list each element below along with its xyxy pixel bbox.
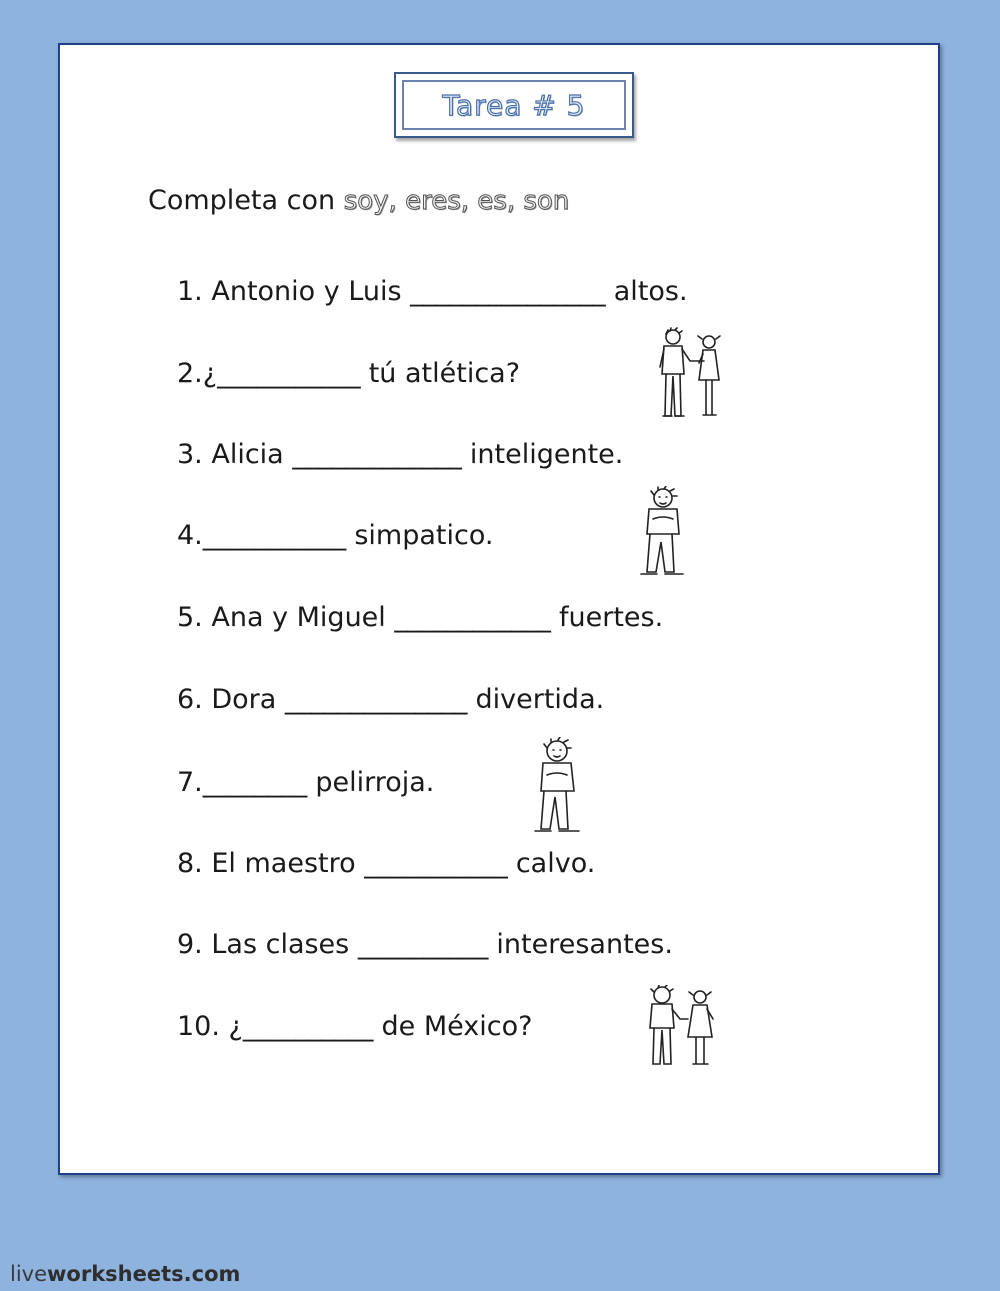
exercise-item-4	[177, 520, 493, 551]
item-before: Alicia	[211, 439, 284, 470]
item-before: Dora	[211, 684, 277, 715]
boy-icon	[635, 486, 695, 580]
item-number: 6.	[177, 684, 203, 715]
item-number: 10.	[177, 1011, 220, 1042]
item-number: 8.	[177, 848, 203, 879]
item-after: pelirroja.	[315, 767, 435, 798]
answer-blank[interactable]: _____________	[292, 439, 462, 470]
item-before: ¿	[228, 1011, 243, 1042]
exercise-item-5	[177, 602, 663, 633]
item-before: Antonio y Luis	[211, 276, 402, 307]
item-after: fuertes.	[558, 602, 664, 633]
item-before: Ana y Miguel	[211, 602, 386, 633]
item-after: tú atlética?	[368, 358, 521, 389]
boy-and-girl-icon	[655, 327, 729, 421]
exercise-item-2	[177, 358, 520, 389]
exercise-item-1	[177, 276, 688, 307]
instruction-prefix: Completa con	[148, 185, 336, 216]
boy-and-girl-icon	[642, 985, 726, 1069]
item-before: El maestro	[211, 848, 356, 879]
item-after: inteligente.	[469, 439, 624, 470]
exercise-item-3	[177, 439, 623, 470]
worksheet-page	[58, 43, 940, 1175]
exercise-item-10	[177, 1011, 532, 1042]
answer-blank[interactable]: ___________	[202, 520, 346, 551]
item-before: ¿	[202, 358, 218, 389]
item-after: simpatico.	[354, 520, 494, 551]
exercise-item-8	[177, 848, 595, 879]
item-after: divertida.	[475, 684, 605, 715]
answer-blank[interactable]: __________	[242, 1011, 373, 1042]
instruction	[148, 185, 569, 216]
exercise-item-7	[177, 767, 434, 798]
item-before: Las clases	[211, 929, 350, 960]
footer-brand[interactable]	[10, 1262, 240, 1286]
answer-blank[interactable]: _______________	[410, 276, 606, 307]
exercise-item-9	[177, 929, 673, 960]
answer-blank[interactable]: __________	[357, 929, 488, 960]
item-number: 4.	[177, 520, 203, 551]
boy-icon	[531, 737, 591, 837]
exercise-item-6	[177, 684, 604, 715]
item-number: 5.	[177, 602, 203, 633]
answer-blank[interactable]: ______________	[284, 684, 467, 715]
answer-blank[interactable]: ___________	[364, 848, 508, 879]
title-box	[394, 72, 634, 138]
brand-bold: worksheets.com	[47, 1262, 241, 1286]
answer-blank[interactable]: ___________	[217, 358, 361, 389]
item-number: 9.	[177, 929, 203, 960]
page-title: Tarea # 5	[442, 88, 586, 122]
item-after: altos.	[613, 276, 688, 307]
item-number: 3.	[177, 439, 203, 470]
answer-blank[interactable]: ________	[202, 767, 307, 798]
item-after: calvo.	[515, 848, 596, 879]
item-number: 1.	[177, 276, 203, 307]
item-after: interesantes.	[496, 929, 673, 960]
item-number: 7.	[177, 767, 203, 798]
item-after: de México?	[381, 1011, 533, 1042]
item-number: 2.	[177, 358, 203, 389]
instruction-words: soy, eres, es, son	[343, 186, 570, 216]
brand-light: live	[10, 1262, 48, 1286]
answer-blank[interactable]: ____________	[394, 602, 551, 633]
